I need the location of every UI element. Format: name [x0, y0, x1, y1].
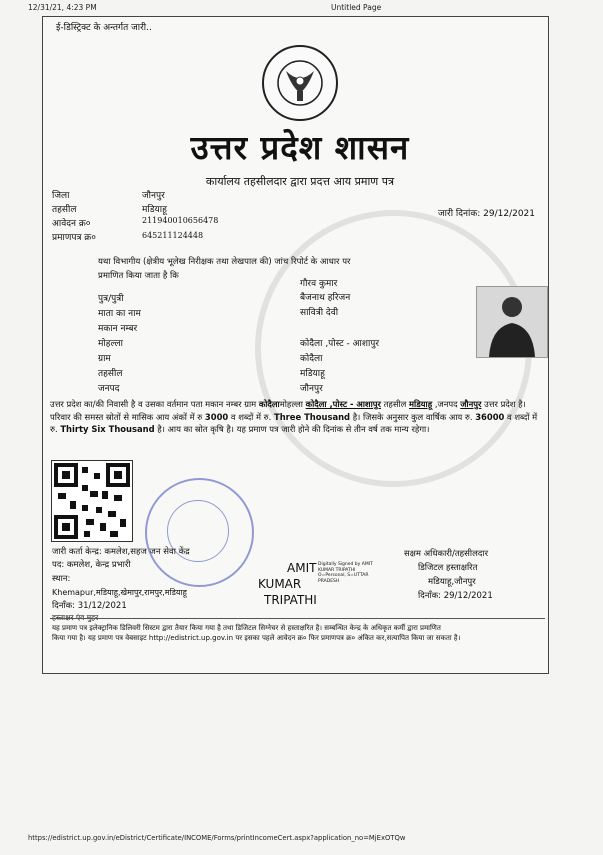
certificate-footer: [52, 623, 542, 643]
authority-title: सक्षम अधिकारी/तहसीलदार: [404, 549, 489, 559]
print-url: https://edistrict.up.gov.in/eDistrict/Certificate/INCOME/Forms/printIncomeCert.aspx?application_no=MjExOTQw: [28, 834, 406, 842]
para-text-15: व शब्दों में रु.: [50, 411, 538, 434]
authority-date-label: दिनाँक:: [418, 591, 442, 601]
detail-label-district: जनपद: [98, 384, 120, 394]
footer-divider: [50, 618, 545, 619]
field-label-certificate-no: प्रमाणपत्र क्र०: [52, 233, 96, 243]
para-tehsil: मडियाहू: [409, 399, 433, 409]
issuer-place-value: Khemapur,मडियाहू,खेमापुर,रामपुर,मडियाहू: [52, 588, 187, 597]
issuer-date-label: दिनाँक:: [52, 601, 76, 611]
para-annual-words: Thirty Six Thousand: [60, 424, 155, 434]
dsig-details: [318, 562, 373, 584]
para-text-17: है। आय का स्रोत कृषि है।: [154, 424, 234, 434]
detail-tehsil: मडियाहू: [300, 369, 325, 379]
qr-svg: [52, 461, 132, 541]
up-emblem-icon: [262, 45, 338, 121]
dsig-detail-3: O=Personal, S=UTTAR: [318, 573, 369, 578]
dsig-detail-4: PRADESH: [318, 578, 340, 584]
issue-date-value: 29/12/2021: [483, 209, 536, 219]
para-district: जौनपुर: [460, 399, 482, 409]
person-icon: [477, 287, 547, 357]
certificate-heading: उत्तर प्रदेश शासन: [190, 128, 410, 167]
para-validity: यह प्रमाण पत्र जारी होने की दिनांक से तीन वर्ष तक मान्य रहेगा।: [236, 424, 430, 434]
certificate-subheading: कार्यालय तहसीलदार द्वारा प्रदत्त आय प्रमाण पत्र: [205, 175, 395, 188]
para-text-11: व शब्दों में रु.: [228, 411, 274, 422]
detail-village: कोदैला: [300, 354, 323, 364]
detail-district: जौनपुर: [300, 384, 323, 394]
field-value-certificate-no: 645211124448: [142, 231, 204, 240]
detail-mohalla: कोदैला ,पोस्ट - आशापुर: [300, 339, 380, 349]
print-title: Untitled Page: [331, 3, 382, 12]
dsig-name-1: AMIT: [287, 561, 317, 575]
edistrict-note: ई-डिस्ट्रिक्ट के अन्तर्गत जारी..: [56, 23, 152, 33]
issue-date: [438, 206, 535, 219]
detail-label-village: ग्राम: [98, 354, 111, 364]
para-village: कोदैला: [258, 399, 280, 409]
emblem-svg: [264, 47, 336, 119]
issuer-sign-label: हस्ताक्षर एंव मुहर: [52, 613, 99, 622]
para-annual-income: 36000: [475, 411, 505, 422]
para-text-1: उत्तर प्रदेश का/की निवासी है व उसका वर्तमान पता मकान नम्बर ग्राम: [50, 399, 259, 409]
dsig-detail-2: KUMAR TRIPATHI: [318, 567, 356, 573]
para-text-13: है। जिसके अनुसार कुल वार्षिक आय रु.: [350, 411, 476, 422]
browser-header: [0, 0, 603, 14]
footer-line-2: किया गया है। यह प्रमाण पत्र वेबसाइट http://edistrict.up.gov.in पर इसका पहले आवेदन क्र० फिर प्रमाणपत्र क्र० अंकित कर,सत्यापित किया जा सकता है।: [52, 634, 461, 642]
para-monthly-words: Three Thousand: [273, 411, 351, 422]
field-label-application-no: आवेदन क्र०: [52, 219, 91, 229]
para-text-9: उत्तर प्रदेश है। परिवार की समस्त स्रोतों से मासिक आय अंकों में रु: [50, 399, 526, 422]
detail-label-mother: माता का नाम: [98, 309, 141, 319]
field-label-tehsil: तहसील: [52, 205, 77, 215]
issuer-date-value: 31/12/2021: [77, 601, 127, 611]
qr-code-icon: [51, 460, 133, 542]
detail-label-house-no: मकान नम्बर: [98, 324, 138, 334]
detail-name: गौरव कुमार: [300, 279, 338, 289]
issuer-place-label: स्थान:: [52, 574, 71, 584]
para-text-3: मोहल्ला: [279, 399, 306, 409]
issuer-date: [52, 600, 127, 611]
para-text-7: ,जनपद: [432, 399, 461, 409]
issue-date-label: जारी दिनांक:: [438, 209, 481, 219]
para-mohalla: कोदैला ,पोस्ट - आशापुर: [305, 399, 381, 409]
footer-line-1: यह प्रमाण पत्र इलेक्ट्रानिक डिलिवरी सिस्टम द्वारा तैयार किया गया है तथा डिजिटल सिग्नेचर से हस्ताक्षरित है। सम्बन्धित केन्द्र के अधिकृत कर्मी द्वारा प्रमाणित: [52, 624, 441, 632]
detail-label-mohalla: मोहल्ला: [98, 339, 123, 349]
para-monthly-income: 3000: [204, 411, 229, 422]
detail-label-tehsil: तहसील: [98, 369, 123, 379]
dsig-name-2: KUMAR: [258, 577, 302, 591]
field-value-application-no: 211940010656478: [142, 216, 219, 225]
applicant-photo: [476, 286, 548, 358]
certificate-paragraph: [50, 398, 540, 436]
field-value-district: जौनपुर: [142, 191, 165, 201]
intro-text-1: यथा विभागीय (क्षेत्रीय भूलेख निरीक्षक तथा लेखपाल की) जांच रिपोर्ट के आधार पर: [98, 257, 351, 267]
issuer-center: जारी कर्ता केन्द्र: कमलेश,सहज जन सेवा केंद्र: [52, 547, 190, 557]
field-label-district: जिला: [52, 191, 70, 201]
dsig-name-3: TRIPATHI: [264, 593, 317, 607]
print-datetime: 12/31/21, 4:23 PM: [28, 3, 97, 12]
authority-date: [418, 590, 493, 601]
dsig-detail-1: Digitally Signed by AMIT: [318, 562, 373, 567]
authority-date-value: 29/12/2021: [443, 591, 493, 601]
detail-label-parent: पुत्र/पुत्री: [98, 294, 124, 304]
para-text-5: तहसील: [380, 399, 410, 409]
field-value-tehsil: मडियाहू: [142, 205, 167, 215]
detail-mother: सावित्री देवी: [300, 308, 339, 318]
intro-text-2: प्रमाणित किया जाता है कि: [98, 271, 179, 281]
authority-location: मडियाहू,जौनपुर: [428, 577, 476, 587]
detail-parent: बैजनाथ हरिजन: [300, 293, 351, 303]
issuer-post: पद: कमलेश, केन्द्र प्रभारी: [52, 560, 131, 570]
authority-sub: डिजिटल हस्ताक्षरित: [418, 563, 478, 573]
